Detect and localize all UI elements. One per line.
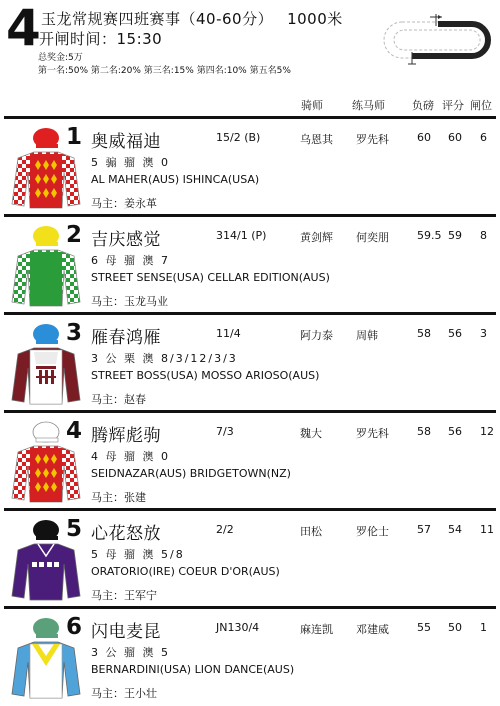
pedigree: AL MAHER(AUS) ISHINCA(USA) <box>91 173 260 186</box>
trainer-name: 罗先科 <box>356 133 389 146</box>
pedigree: SEIDNAZAR(AUS) BRIDGETOWN(NZ) <box>91 467 291 480</box>
column-jockey: 骑师 <box>301 99 323 112</box>
weight: 58 <box>417 425 431 438</box>
gate: 12 <box>480 425 494 438</box>
horse-details: 4 母 骝 澳 0 <box>91 450 170 463</box>
column-gate: 闸位 <box>470 99 492 112</box>
horse-details: 5 母 骝 澳 5/8 <box>91 548 185 561</box>
race-distance: 1000米 <box>287 10 343 28</box>
rating: 56 <box>448 327 462 340</box>
odds: 15/2 (B) <box>216 131 261 144</box>
jockey-name: 黄剑辉 <box>300 231 333 244</box>
horse-name[interactable]: 闪电麦昆 <box>91 622 161 642</box>
runner-number: 2 <box>66 222 83 248</box>
horse-details: 6 母 骝 澳 7 <box>91 254 170 267</box>
horse-name[interactable]: 心花怒放 <box>91 524 161 544</box>
runner-row[interactable] <box>4 312 496 410</box>
owner: 马主：赵春 <box>91 393 146 406</box>
runner-number: 4 <box>66 418 83 444</box>
rating: 56 <box>448 425 462 438</box>
runner-row[interactable] <box>4 606 496 706</box>
odds: 2/2 <box>216 523 234 536</box>
horse-details: 3 公 栗 澳 8/3/12/3/3 <box>91 352 238 365</box>
jockey-name: 麻连凯 <box>300 623 333 636</box>
owner: 马主：王军宁 <box>91 589 157 602</box>
rating: 54 <box>448 523 462 536</box>
weight: 57 <box>417 523 431 536</box>
gate: 3 <box>480 327 487 340</box>
gate: 6 <box>480 131 487 144</box>
horse-name[interactable]: 奥威福迪 <box>91 132 161 152</box>
gate: 1 <box>480 621 487 634</box>
runner-row[interactable] <box>4 508 496 606</box>
pedigree: ORATORIO(IRE) COEUR D'OR(AUS) <box>91 565 280 578</box>
rating: 60 <box>448 131 462 144</box>
weight: 55 <box>417 621 431 634</box>
runner-row[interactable] <box>4 410 496 508</box>
jockey-name: 乌恩其 <box>300 133 333 146</box>
trainer-name: 罗伦士 <box>356 525 389 538</box>
odds: 314/1 (P) <box>216 229 267 242</box>
horse-details: 3 公 骝 澳 5 <box>91 646 170 659</box>
horse-name[interactable]: 雁春鸿雁 <box>91 328 161 348</box>
rating: 50 <box>448 621 462 634</box>
weight: 58 <box>417 327 431 340</box>
race-number: 4 <box>6 0 41 57</box>
column-rating: 评分 <box>442 99 464 112</box>
trainer-name: 周韩 <box>356 329 378 342</box>
odds: 7/3 <box>216 425 234 438</box>
runner-row[interactable] <box>4 116 496 214</box>
runner-number: 5 <box>66 516 83 542</box>
weight: 60 <box>417 131 431 144</box>
pedigree: STREET SENSE(USA) CELLAR EDITION(AUS) <box>91 271 330 284</box>
prize-total: 总奖金:5万 <box>38 53 83 63</box>
column-weight: 负磅 <box>412 99 434 112</box>
horse-details: 5 骟 骝 澳 0 <box>91 156 170 169</box>
prize-split: 第一名:50% 第二名:20% 第三名:15% 第四名:10% 第五名5% <box>38 66 291 76</box>
owner: 马主：玉龙马业 <box>91 295 168 308</box>
gate: 8 <box>480 229 487 242</box>
jockey-name: 阿力泰 <box>300 329 333 342</box>
jockey-name: 魏大 <box>300 427 322 440</box>
jockey-name: 田松 <box>300 525 322 538</box>
owner: 马主：王小壮 <box>91 687 157 700</box>
odds: JN130/4 <box>216 621 260 634</box>
weight: 59.5 <box>417 229 442 242</box>
trainer-name: 何奕朋 <box>356 231 389 244</box>
pedigree: STREET BOSS(USA) MOSSO ARIOSO(AUS) <box>91 369 320 382</box>
pedigree: BERNARDINI(USA) LION DANCE(AUS) <box>91 663 295 676</box>
runner-number: 1 <box>66 124 83 150</box>
runner-number: 3 <box>66 320 83 346</box>
track-diagram-icon <box>372 8 496 74</box>
race-title-line <box>41 8 343 29</box>
runner-number: 6 <box>66 614 83 640</box>
column-trainer: 练马师 <box>352 99 385 112</box>
owner: 马主：张建 <box>91 491 146 504</box>
runner-row[interactable] <box>4 214 496 312</box>
gate: 11 <box>480 523 494 536</box>
trainer-name: 罗先科 <box>356 427 389 440</box>
owner: 马主：姜永革 <box>91 197 157 210</box>
odds: 11/4 <box>216 327 241 340</box>
rating: 59 <box>448 229 462 242</box>
horse-name[interactable]: 吉庆感觉 <box>91 230 161 250</box>
race-title: 玉龙常规赛四班赛事（40-60分） <box>41 10 274 28</box>
trainer-name: 邓建威 <box>356 623 389 636</box>
post-time: 开闸时间：15:30 <box>39 30 163 48</box>
horse-name[interactable]: 腾辉彪驹 <box>91 426 161 446</box>
